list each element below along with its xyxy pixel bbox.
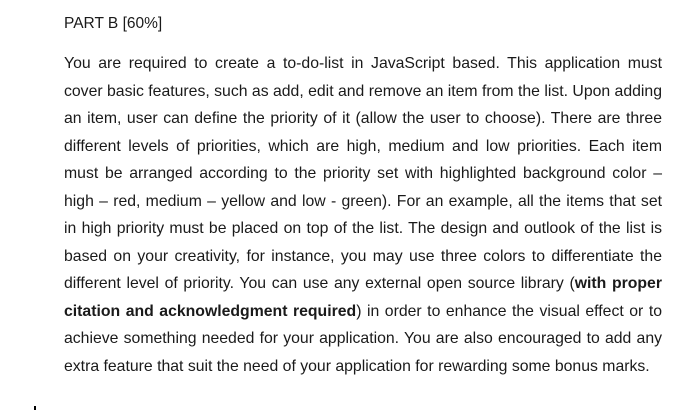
section-heading: PART B [60%] bbox=[64, 15, 163, 32]
document-body bbox=[64, 14, 662, 380]
assignment-paragraph bbox=[64, 50, 662, 380]
paragraph-text-start: You are required to create a to-do-list in JavaScript based. This application must cover basic features, such as add, edit and remove an item from the list. Upon adding an item, user can define the priority of it (allow the user to choose). There are three different levels of priorities, which are high, medium and low priorities. Each item must be arranged according to the priority set with highlighted background color – high – red, medium – yellow and low - green). For an example, all the items that set in high priority must be placed on top of the list. The design and outlook of the list is based on your creativity, for instance, you may use three colors to differentiate the different level of priority. You can use any external open source library ( bbox=[64, 55, 662, 292]
text-cursor bbox=[34, 406, 36, 410]
paragraph-bold-text: with proper citation and acknowledgment required bbox=[64, 275, 662, 320]
paragraph-text-end: ) in order to enhance the visual effect or to achieve something needed for your application. You are also encouraged to add any extra feature that suit the need of your application for rewarding some bonus marks. bbox=[64, 302, 663, 375]
